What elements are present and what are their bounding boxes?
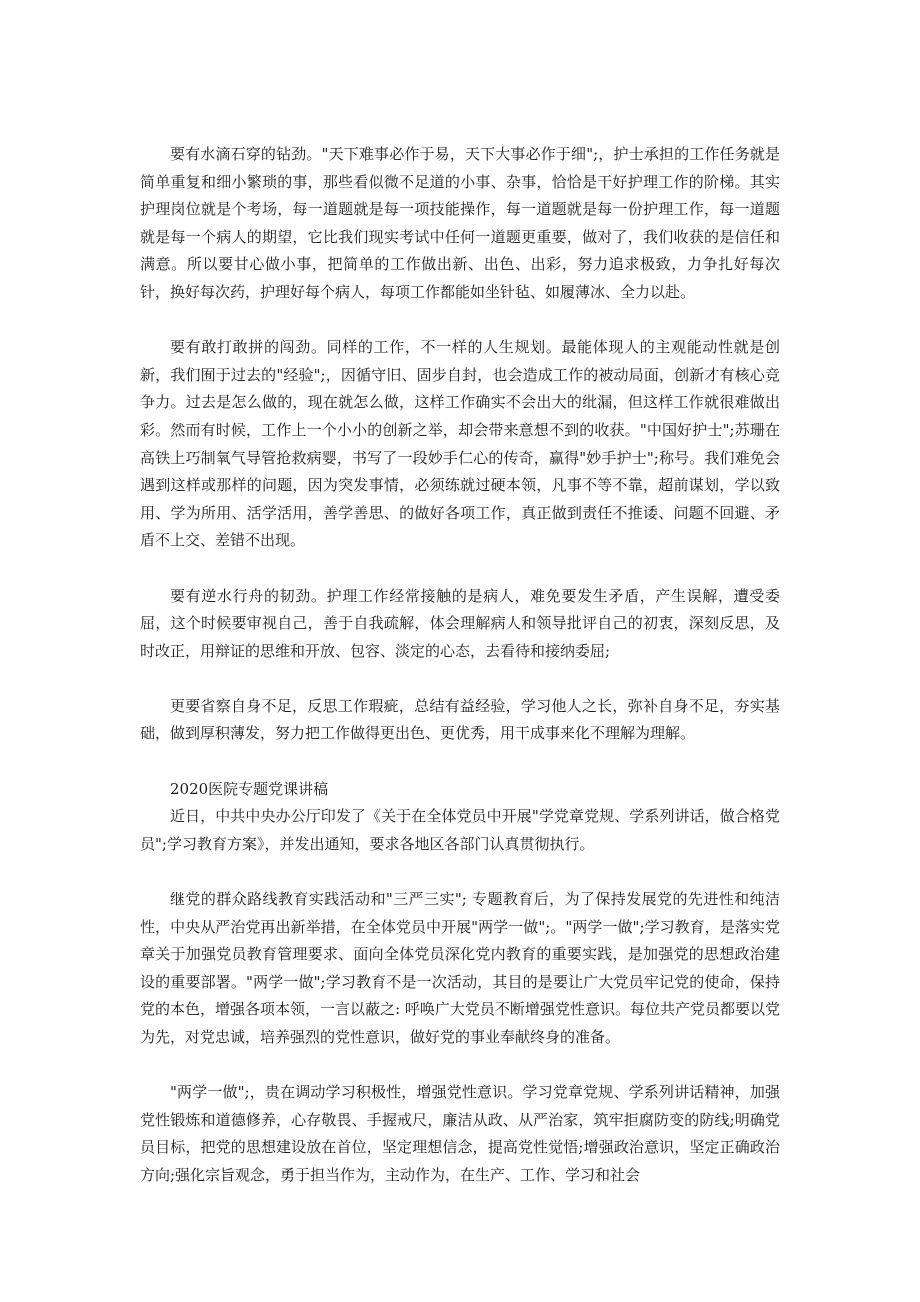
paragraph-5: 近日，中共中央办公厅印发了《关于在全体党员中开展"学党章党规、学系列讲话，做合格党员";学习教育方案》，并发出通知，要求各地区各部门认真贯彻执行。 <box>140 807 780 853</box>
paragraph-gap <box>140 555 780 583</box>
paragraph-6: 继党的群众路线教育实践活动和"三严三实"; 专题教育后，为了保持发展党的先进性和纯洁性，中央从严治党再出新举措，在全体党员中开展"两学一做";。"两学一做";学习教育，是落实党章关于加强党员教育管理要求、面向全体党员深化党内教育的重要实践，是加强党的思想政治建设的重要部署。"两学一做";学习教育不是一次活动，其目的是要让广大党员牢记党的使命，保持党的本色，增强各项本领，一言以蔽之: 呼唤广大党员不断增强党性意识。每位共产党员都要以党为先，对党忠诚，培养强烈的党性意识，做好党的事业奉献终身的准备。 <box>140 890 780 1046</box>
paragraph-gap <box>140 307 780 335</box>
paragraph-3: 要有逆水行舟的韧劲。护理工作经常接触的是病人，难免要发生矛盾，产生误解，遭受委屈，这个时候要审视自己，善于自我疏解，体会理解病人和领导批评自己的初衷，深刻反思，及时改正，用辩证的思维和开放、包容、淡定的心态，去看待和接纳委屈; <box>140 586 780 660</box>
paragraph-gap <box>140 665 780 693</box>
document-page <box>140 141 780 1190</box>
paragraph-gap <box>140 748 780 776</box>
paragraph-4: 更要省察自身不足，反思工作瑕疵，总结有益经验，学习他人之长，弥补自身不足，夯实基础，做到厚积薄发，努力把工作做得更出色、更优秀，用干成事来化不理解为理解。 <box>140 696 780 743</box>
paragraph-7: "两学一做";，贵在调动学习积极性，增强党性意识。学习党章党规、学系列讲话精神，加强党性锻炼和道德修养，心存敬畏、手握戒尺，廉洁从政、从严治家，筑牢拒腐防变的防线;明确党员目标，把党的思想建设放在首位，坚定理想信念，提高党性觉悟;增强政治意识，坚定正确政治方向;强化宗旨观念，勇于担当作为，主动作为，在生产、工作、学习和社会 <box>140 1083 780 1184</box>
section-title: 2020医院专题党课讲稿 <box>170 779 329 798</box>
paragraph-gap <box>140 1052 780 1080</box>
paragraph-2: 要有敢打敢拼的闯劲。同样的工作，不一样的人生规划。最能体现人的主观能动性就是创新，我们囿于过去的"经验";，因循守旧、固步自封，也会造成工作的被动局面，创新才有核心竞争力。过去是怎么做的，现在就怎么做，这样工作确实不会出大的纰漏，但这样工作就很难做出彩。然而有时候，工作上一个小小的创新之举，却会带来意想不到的收获。"中国好护士";苏珊在高铁上巧制氧气导管抢救病婴，书写了一段妙手仁心的传奇，赢得"妙手护士";称号。我们难免会遇到这样或那样的问题，因为突发事情，必须练就过硬本领，凡事不等不靠，超前谋划，学以致用、学为所用、活学活用，善学善思、的做好各项工作，真正做到责任不推诿、问题不回避、矛盾不上交、差错不出现。 <box>140 338 780 550</box>
paragraph-1: 要有水滴石穿的钻劲。"天下难事必作于易，天下大事必作于细";，护士承担的工作任务就是简单重复和细小繁琐的事，那些看似微不足道的小事、杂事，恰恰是干好护理工作的阶梯。其实护理岗位就是个考场，每一道题就是每一项技能操作，每一道题就是每一份护理工作，每一道题就是每一个病人的期望，它比我们现实考试中任何一道题更重要，做对了，我们收获的是信任和满意。所以要甘心做小事，把简单的工作做出新、出色、出彩，努力追求极致，力争扎好每次针，换好每次药，护理好每个病人，每项工作都能如坐针毡、如履薄冰、全力以赴。 <box>140 145 780 301</box>
paragraph-gap <box>140 858 780 886</box>
